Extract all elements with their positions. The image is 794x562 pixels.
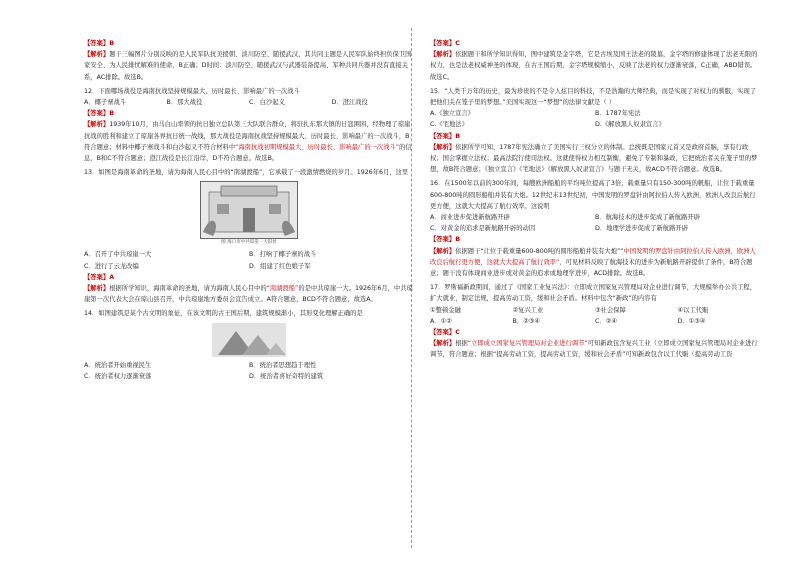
- highlighted-quote: “中国发明的罗盘针由阿拉伯人传入欧洲，欧洲人改良后航行更方便，这就大大提高了航行效率”: [430, 247, 756, 266]
- option: B．统治者思想趋于理性: [249, 361, 317, 369]
- options-q13: [84, 249, 414, 271]
- explanation-q14: [430, 49, 760, 83]
- explanation-text: 根据: [455, 340, 468, 348]
- option: B．1787年宪法: [595, 110, 641, 118]
- option: D．统治者喜好奇特的建筑: [249, 372, 324, 380]
- question-12: 12．下面哪场战役是海南抗战坚持规模最大、历时最长、影响最广的一次战斗: [84, 87, 300, 95]
- option: A．召开了中共琼崖一大: [84, 251, 152, 259]
- answer-q11: 【答案】B: [84, 40, 114, 47]
- option: B．那大战役: [166, 99, 203, 107]
- statement-item: ②复兴工业: [512, 306, 544, 314]
- options-q17: [430, 316, 760, 327]
- left-column: [84, 38, 414, 382]
- explanation-tag: 【解析】: [84, 285, 110, 293]
- options-q16: [430, 212, 760, 234]
- option: B．②③④: [512, 317, 541, 325]
- option: B．航海技术的进步促成了新航路开辟: [595, 214, 701, 222]
- explanation-text: 依据所学可知，1787年宪法确立了美国实行三权分立的体制。总统既是国家元首又是政府首脑，享有行政权；国会掌握立法权；最高法院行使司法权。这就使得权力相互制衡，避免了专制和暴政，它把统治者关在笼子里的梦想，故B符合题意；《独立宣言》《宅地法》《解放黑人奴隶宣言》与题干无关，故ACD不符合题意。故选B。: [430, 143, 758, 174]
- option: D.《解放黑人奴隶宣言》: [595, 121, 665, 129]
- highlighted-quote: “立即成立国家复兴管理局对企业进行调节”: [467, 340, 588, 348]
- option: C．白沙起义: [249, 99, 285, 107]
- right-column: [430, 38, 760, 361]
- explanation-text: 的信息，B和C不符合题意；澄江战役是长江沿岸，D不符合题意。故选B。: [84, 143, 412, 163]
- figure-caption: 图 海口市中共琼崖一大旧址: [221, 240, 277, 246]
- pyramid-photo: [212, 323, 286, 357]
- option: C．②④: [595, 317, 617, 325]
- option: C．对黄金的追求是新航路开辟的动因: [430, 225, 536, 233]
- explanation-tag: 【解析】: [84, 51, 110, 59]
- explanation-tag: 【解析】: [430, 340, 456, 348]
- option: D．组建了红色娘子军: [249, 262, 311, 270]
- question-16: 16．在1500年以前的300年间，每艘欧洲船舶的平均吨位提高了3倍，载重量只有150-300吨的帆船，让位于载重量600-800吨的圆形船舶并装有大炮。12世纪末13世纪初，中国发明的罗盘针由阿拉伯人传入欧洲，欧洲人改良后航行更方便，这就大大提高了航行效率。这说明: [430, 180, 756, 210]
- statement-item: ③社会保障: [595, 306, 626, 314]
- explanation-text: 题干三幅图片分别反映的是人民军队抗美援朝、淡川防空、随援武汉，其共同主题是人民军队始终担负保卫国家安全、为人民排忧解难的使命，B正确；D时间：淡川防空、随援武汉与武器装备提高、军种共同兵器并没有直接关系，AC排除。故选B。: [84, 51, 412, 81]
- option: A．①②: [430, 317, 452, 325]
- explanation-text: 可知新政包含复兴工业（立即成立国家复兴管理局对企业进行调节，符合题意；根据“提高劳动工资，提高劳动工资，缓和社会矛盾”可知新政包含以工代赈（提高劳动工资: [430, 340, 758, 359]
- option: A．椰子寨战斗: [84, 99, 127, 107]
- statement-item: ①整顿金融: [430, 306, 461, 314]
- figure-q13: [84, 181, 414, 246]
- explanation-text: 依据题干和所学知识得知，图中建筑是金字塔，它是古埃及国王法老的陵墓，金字塔的修建体现了法老无限的权力，也是法老权威神圣的体现，在古王国后期，金字塔规模缩小，反映了法老的权力逐渐衰落，C正确，ABD错误。故选C。: [430, 51, 758, 81]
- question-13: 13．如图是海南革命的圣地，请为海南人民心目中的“南湖渡船”，它承载了一段激情燃烧的岁月。1926年6月，这里: [84, 169, 409, 177]
- question-15: 15．“人类千万年的历史，最为珍贵的不是令人炫目的科技，不是浩瀚的大师经典，而是实现了对权力的驯服，实现了把他们关在笼子里的梦想。”美国实现这一“梦想”的法律文献是（ ）: [430, 87, 757, 107]
- options-q12: [84, 97, 414, 108]
- option: C．统治者权力逐渐衰落: [84, 372, 152, 380]
- answer-q12: 【答案】B: [84, 110, 114, 118]
- explanation-q17: [430, 338, 760, 360]
- option: D．①③④: [677, 317, 706, 325]
- answer-q17: 【答案】C: [430, 329, 460, 337]
- option: D．澄江战役: [331, 99, 368, 107]
- explanation-q13: [84, 283, 414, 305]
- explanation-tag: 【解析】: [430, 143, 456, 151]
- statement-item: ④以工代赈: [677, 306, 709, 314]
- explanation-text: 依据题干“让位于载重量600-800吨的圆形船舶并装有大炮”: [455, 247, 621, 255]
- items-q17: [430, 305, 760, 316]
- option: C.《宅地法》: [430, 121, 468, 129]
- answer-q16: 【答案】B: [430, 236, 460, 244]
- explanation-text: 1939年10月，由马白山率领的抗日独立总队第三大队联合群众，将驻扎东那大镇的日寇围困，经物理了琼崖抗战的胜利和建立了琼崖各界抗日统一战线，那大战役是海南抗战坚持规模最大、历时最长、影响最广的一次战斗，B符合题意；材料中椰子寨战斗和白沙起义不符合材料中: [84, 121, 411, 151]
- explanation-text: ，可见材料反映了航海技术的进步为新航路开辟提供了条件，B符合题意；题干没有体现商业进步或对黄金的追求或地理学进步，ACD排除。故选B。: [430, 258, 753, 278]
- answer-q14: 【答案】C: [430, 40, 460, 47]
- explanation-tag: 【解析】: [84, 121, 110, 129]
- answer-q15: 【答案】B: [430, 132, 460, 140]
- question-17: 17．罗斯福新政期间，通过了《国家工业复兴法》：立即成立国家复兴管理局对企业进行调节，大规模举办公共工程，扩大就业，制定法规，提高劳动工资，缓和社会矛盾。材料中包含“新政”的内容有: [430, 284, 757, 303]
- explanation-q12: [84, 119, 414, 164]
- building-drawing: [201, 182, 297, 238]
- highlighted-quote: “南湖渡船”: [266, 285, 299, 293]
- options-q14: [84, 360, 414, 382]
- option: A．统治者开始重视民生: [84, 361, 152, 369]
- highlighted-quote: “海南抗战初期规模最大、历时最长、影响最广的一次战斗”: [235, 143, 400, 151]
- building-photo: [200, 181, 298, 239]
- option: A.《独立宣言》: [430, 110, 474, 118]
- option: A．商业进步促进新航路开辟: [430, 214, 510, 222]
- explanation-text: 根据所学知识，海南革命的圣地，请为海南人民心目中的: [109, 285, 267, 293]
- explanation-q11: [84, 49, 414, 83]
- explanation-tag: 【解析】: [430, 247, 456, 255]
- question-14: 14．如图建筑是某个古文明的象征，在该文明的古王国后期，建筑规模渐小，其形变化理解正确的是: [84, 310, 363, 318]
- option: B．打响了椰子寨的战斗: [249, 251, 317, 259]
- options-q15: [430, 108, 760, 130]
- option: C．进行了云龙改编: [84, 262, 139, 270]
- explanation-tag: 【解析】: [430, 51, 456, 59]
- answer-q13: 【答案】A: [84, 273, 115, 281]
- option: D．地理学进步促成了新航路开辟: [595, 225, 689, 233]
- explanation-q15: [430, 142, 760, 176]
- explanation-q16: [430, 246, 760, 280]
- explanation-text: 的是中共琼崖一大。1926年6月，中共琼崖第一次代表大会在琼山县召开，中共琼崖地方委员会宣告成立。A符合题意，BCD不符合题意，故选A。: [84, 285, 413, 304]
- figure-q14: [84, 323, 414, 357]
